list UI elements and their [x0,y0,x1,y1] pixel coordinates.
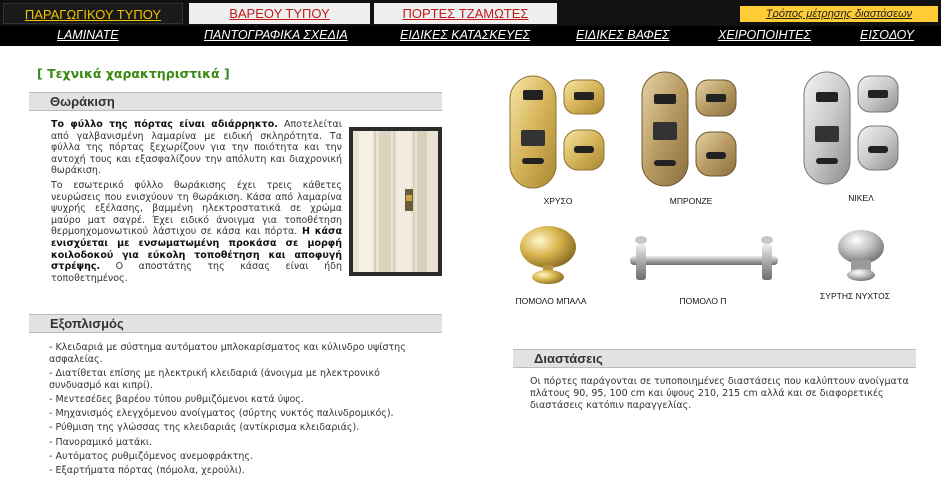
armor-heading-text: Θωράκιση [50,94,115,109]
measurement-guide-link[interactable]: Τρόπος μέτρησης διαστάσεων [740,6,938,22]
secondary-nav [0,26,941,46]
gold-caption: ΧΡΥΣΟ [543,196,573,206]
top-tab-bar [0,0,941,26]
gold-lock-plates-image [508,70,608,190]
armor-heading [29,92,442,111]
page-title: [ Τεχνικά χαρακτηριστικά ] [37,66,230,81]
list-item: - Αυτόματος ρυθμιζόμενος ανεμοφράκτης. [49,450,253,462]
nav-entrance[interactable]: ΕΙΣΟΔΟΥ [860,28,915,42]
list-item: - Ρύθμιση της γλώσσας της κλειδαριάς (αντίκρισμα κλειδαριάς). [49,422,360,434]
tab-production-type[interactable]: ΠΑΡΑΓΩΓΙΚΟΥ ΤΥΠΟΥ [3,3,183,24]
armor-p2-bold: Η κάσα ενισχύεται με ενσωματωμένη προκάσα σε μορφή κοιλοδοκού για εύκολη τοποθέτηση και αποφυγή στρέψης. [51,226,342,273]
nav-special-paints[interactable]: ΕΙΔΙΚΕΣ ΒΑΦΕΣ [576,28,670,42]
equipment-list [49,342,419,479]
bronze-lock-plates-image [640,70,740,190]
ball-knob-caption: ΠΟΜΟΛΟ ΜΠΑΛΑ [515,296,587,306]
list-item: - Διατίθεται επίσης με ηλεκτρική κλειδαριά (άνοιγμα με ηλεκτρονικό συνδυασμό και κιπρί). [49,367,380,391]
armor-p2-start: Το εσωτερικό φύλλο θωράκισης έχει τρεις κάθετες νευρώσεις που ενισχύουν τη θωράκιση. Κάσα από λαμαρίνα ψυχρής εξέλασης, βαμμένη ηλεκτροστατικά σε χρώμα μαύρο ματ σαγρέ. Έχει ειδικό άνοιγμα για τοποθέτηση θερμοηχομονωτικού λάστιχου σε κάσα και πόρτα. [51,180,342,238]
nav-special-constructions[interactable]: ΕΙΔΙΚΕΣ ΚΑΤΑΣΚΕΥΕΣ [400,28,531,42]
armor-paragraph-1 [51,119,342,177]
nav-pantographic[interactable]: ΠΑΝΤΟΓΡΑΦΙΚΑ ΣΧΕΔΙΑ [204,28,348,42]
armored-door-photo [349,127,442,276]
armor-p1-rest: Αποτελείται από γαλβανισμένη λαμαρίνα με ειδική σκληρότητα. Τα φύλλα της πόρτας ξεχωρίζουν για την ποιότητα και την αντοχή τους και εξασφαλίζουν την απόλυτη και διαχρονική θωράκιση. [51,119,342,177]
list-item: - Πανοραμικό ματάκι. [49,436,153,448]
dimensions-heading [513,349,916,368]
equipment-heading [29,314,442,333]
bronze-caption: ΜΠΡΟΝΖΕ [669,196,713,206]
equipment-heading-text: Εξοπλισμός [50,316,124,331]
dimensions-heading-text: Διαστάσεις [534,351,603,366]
nickel-caption: ΝΙΚΕΛ [848,193,874,203]
armor-paragraph-2 [51,180,342,284]
nickel-lock-plates-image [802,70,902,190]
pull-handle-image [624,234,784,284]
list-item: - Κλειδαριά με σύστημα αυτόματου μπλοκαρίσματος και κύλινδρο υψίστης ασφαλείας. [49,342,406,365]
tab-glass-doors[interactable]: ΠΟΡΤΕΣ ΤΖΑΜΩΤΕΣ [374,3,557,24]
list-item: - Εξαρτήματα πόρτας (πόμολα, χερούλι). [49,464,245,476]
ball-knob-image [517,225,579,289]
night-bolt-image [835,227,887,283]
night-bolt-caption: ΣΥΡΤΗΣ ΝΥΧΤΟΣ [820,291,890,301]
list-item: - Μεντεσέδες βαρέου τύπου ρυθμιζόμενοι κατά ύψος. [49,393,304,405]
nav-handmade[interactable]: ΧΕΙΡΟΠΟΙΗΤΕΣ [718,28,811,42]
nav-laminate[interactable]: LAMINATE [57,28,119,42]
dimensions-text: Οι πόρτες παράγονται σε τυποποιημένες διαστάσεις που καλύπτουν ανοίγματα πλάτους 90, 95, 100 cm και ύψους 210, 215 cm αλλά και σε διαφορετικές διαστάσεις κατόπιν παραγγελίας. [530,376,909,411]
list-item: - Μηχανισμός ελεγχόμενου ανοίγματος (σύρτης νυκτός παλινδρομικός). [49,408,394,420]
pull-handle-caption: ΠΟΜΟΛΟ Π [679,296,727,306]
armor-p1-bold: Το φύλλο της πόρτας είναι αδιάρρηκτο. [51,119,278,130]
armor-p2-end: Ο αποστάτης της κάσας είναι ήδη τοποθετημένος. [51,261,342,284]
tab-heavy-type[interactable]: ΒΑΡΕΟΥ ΤΥΠΟΥ [189,3,370,24]
